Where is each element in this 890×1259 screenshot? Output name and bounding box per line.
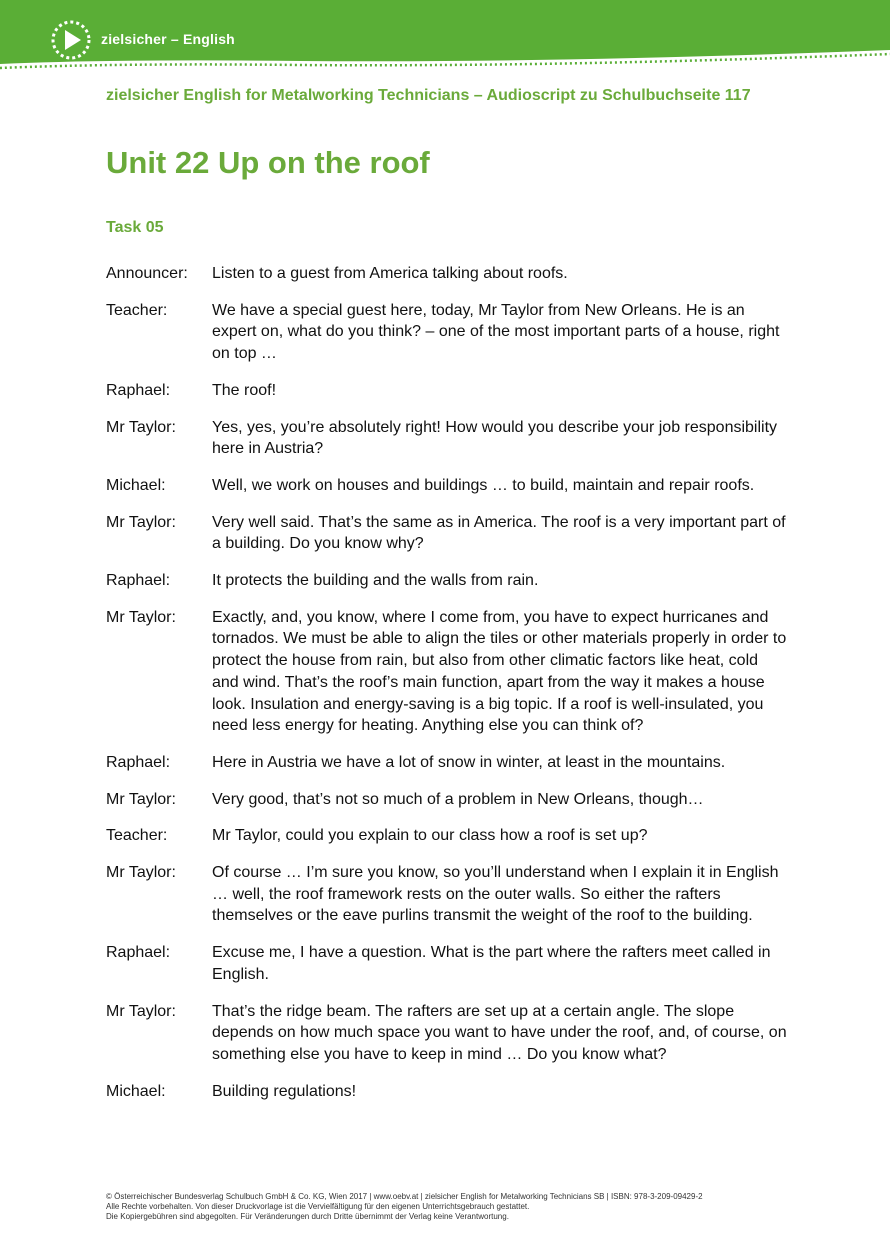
dialogue-line: [106, 570, 796, 592]
copyright-footer: [106, 1192, 703, 1222]
document-subtitle: zielsicher English for Metalworking Technicians – Audioscript zu Schulbuchseite 117: [106, 87, 751, 104]
dialogue-line: [106, 475, 796, 497]
dialogue-text: Of course … I’m sure you know, so you’ll understand when I explain it in English … well, the roof framework rests on the outer walls. So either the rafters themselves or the eave purlins transmit the weight of the roof to the building.: [212, 864, 779, 925]
speaker-label: Raphael:: [106, 753, 171, 771]
dialogue-text: Very well said. That’s the same as in America. The roof is a very important part of a building. Do you know why?: [212, 513, 786, 553]
dialogue-text: The roof!: [212, 381, 277, 399]
speaker-label: Mr Taylor:: [106, 1002, 176, 1020]
dialogue-text: Well, we work on houses and buildings … to build, maintain and repair roofs.: [212, 476, 755, 494]
dialogue-line: [106, 607, 796, 737]
dialogue-text: That’s the ridge beam. The rafters are set up at a certain angle. The slope depends on how much space you want to have under the roof, and, of course, on something else you have to keep in mind … Do you know what?: [212, 1002, 787, 1063]
dialogue: [106, 263, 796, 1117]
speaker-label: Mr Taylor:: [106, 790, 176, 808]
dialogue-text: Building regulations!: [212, 1082, 357, 1100]
footer-line: Alle Rechte vorbehalten. Von dieser Druckvorlage ist die Vervielfältigung für den eigenen Unterrichtsgebrauch gestattet.: [106, 1202, 530, 1211]
dialogue-text: Excuse me, I have a question. What is the part where the rafters meet called in English.: [212, 944, 771, 983]
dialogue-text: Here in Austria we have a lot of snow in winter, at least in the mountains.: [212, 753, 726, 771]
dialogue-line: [106, 942, 796, 985]
speaker-label: Raphael:: [106, 572, 171, 590]
dialogue-line: [106, 1081, 796, 1103]
dialogue-line: [106, 825, 796, 847]
speaker-label: Michael:: [106, 1082, 166, 1100]
speaker-label: Mr Taylor:: [106, 864, 176, 882]
dialogue-text: We have a special guest here, today, Mr Taylor from New Orleans. He is an expert on, what do you think? – one of the most important parts of a house, right on top …: [212, 301, 780, 363]
dialogue-text: It protects the building and the walls from rain.: [212, 572, 539, 590]
dialogue-line: [106, 417, 796, 460]
play-logo-icon: [50, 19, 92, 61]
footer-line: © Österreichischer Bundesverlag Schulbuch GmbH & Co. KG, Wien 2017 | www.oebv.at | zielsicher English for Metalworking Technicians SB | ISBN: 978-3-209-09429-2: [106, 1192, 703, 1201]
speaker-label: Raphael:: [106, 381, 171, 399]
footer-line: Die Kopiergebühren sind abgegolten. Für Veränderungen durch Dritte übernimmt der Verlag keine Verantwortung.: [106, 1212, 509, 1221]
speaker-label: Raphael:: [106, 944, 171, 962]
dialogue-text: Listen to a guest from America talking about roofs.: [212, 265, 568, 282]
speaker-label: Teacher:: [106, 827, 168, 845]
dialogue-line: [106, 789, 796, 811]
dialogue-text: Very good, that’s not so much of a problem in New Orleans, though…: [212, 790, 704, 808]
dialogue-text: Exactly, and, you know, where I come from, you have to expect hurricanes and tornados. We must be able to align the tiles or other materials properly in order to protect the house from rain, but also from other climatic factors like heat, cold and wind. That’s the roof’s main function, apart from the way it makes a house look. Insulation and energy-saving is a big topic. If a roof is well-insulated, you need less energy for heating. Anything else you can think of?: [212, 608, 787, 735]
dialogue-line: [106, 380, 796, 402]
brand-name: zielsicher – English: [101, 31, 235, 47]
task-heading: Task 05: [106, 219, 164, 236]
page-title: Unit 22 Up on the roof: [106, 145, 430, 180]
dialogue-line: [106, 300, 796, 365]
speaker-label: Michael:: [106, 476, 166, 494]
speaker-label: Mr Taylor:: [106, 608, 176, 626]
speaker-label: Announcer:: [106, 265, 188, 282]
dialogue-line: [106, 862, 796, 927]
dialogue-line: [106, 512, 796, 555]
speaker-label: Teacher:: [106, 301, 168, 319]
speaker-label: Mr Taylor:: [106, 418, 176, 436]
dialogue-text: Mr Taylor, could you explain to our class how a roof is set up?: [212, 827, 648, 845]
speaker-label: Mr Taylor:: [106, 513, 176, 531]
dialogue-text: Yes, yes, you’re absolutely right! How would you describe your job responsibility here in Austria?: [212, 418, 778, 458]
dialogue-line: [106, 1001, 796, 1066]
dialogue-line: [106, 752, 796, 774]
dialogue-line: [106, 263, 796, 285]
